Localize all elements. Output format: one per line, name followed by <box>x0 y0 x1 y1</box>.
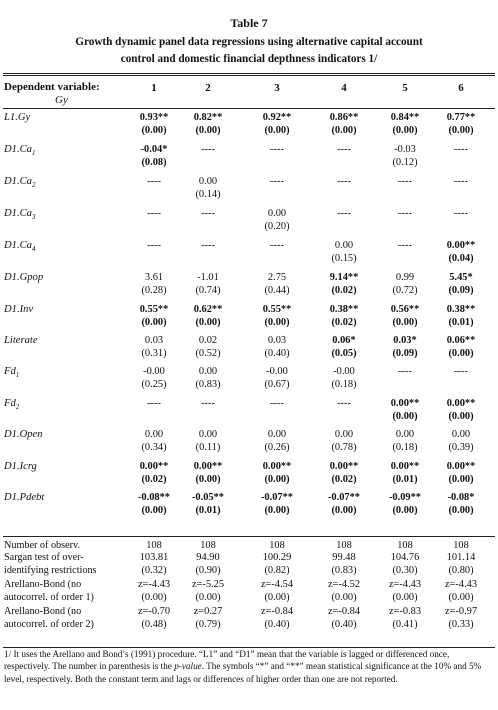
p-value-cell: (0.00) <box>392 125 418 136</box>
p-value-cell: (0.00) <box>264 505 290 516</box>
coefficient-cell: ---- <box>201 240 215 251</box>
stat-value: z=-4.43 <box>137 579 171 590</box>
p-value-cell: (0.15) <box>331 253 357 264</box>
footnote-part-2: . The symbols “*” and “**” mean statistical significance at the 10% and 5% level, respectively. Both the constant term and lags or differences of higher order than one are not reported. <box>4 661 482 684</box>
stat-value: z=-0.84 <box>327 606 361 617</box>
table-subtitle-line-2: control and domestic financial depthness indicators 1/ <box>120 53 378 65</box>
row-label: D1.Open <box>4 429 43 440</box>
coefficient-cell: 0.03 <box>267 335 287 346</box>
p-value-cell: (0.00) <box>448 348 474 359</box>
p-value-cell: (0.00) <box>392 317 418 328</box>
coefficient-cell: ---- <box>398 240 412 251</box>
coefficient-cell: ---- <box>270 398 284 409</box>
coefficient-cell: ---- <box>398 366 412 377</box>
row-label: $D1.Ca_2$ <box>4 176 36 190</box>
column-header-1: 1 <box>151 82 157 94</box>
p-value-cell: (0.40) <box>264 348 290 359</box>
coefficient-cell: 0.92** <box>262 112 292 123</box>
stat-value: z=-4.43 <box>388 579 422 590</box>
stat-label: autocorrel. of order 1) <box>4 592 94 603</box>
table-subtitle-line-1: Growth dynamic panel data regressions using alternative capital account <box>75 36 423 48</box>
row-label: L1.Gy <box>4 112 31 123</box>
p-value-cell: (0.08) <box>141 157 167 168</box>
coefficient-cell: ---- <box>147 176 161 187</box>
coefficient-cell: ---- <box>398 176 412 187</box>
p-value-cell: (0.00) <box>448 505 474 516</box>
top-rule-1 <box>3 73 495 74</box>
coefficient-cell: ---- <box>337 144 351 155</box>
stat-p-value: (0.00) <box>331 592 357 603</box>
stat-p-value: (0.00) <box>141 592 167 603</box>
p-value-cell: (0.00) <box>195 125 221 136</box>
table-title: Table 7 <box>230 16 268 30</box>
coefficient-cell: ---- <box>337 208 351 219</box>
coefficient-cell: 0.00** <box>446 398 476 409</box>
coefficient-cell: 0.38** <box>446 304 476 315</box>
stat-value: z=-0.83 <box>388 606 422 617</box>
coefficient-cell: -0.07** <box>260 492 294 503</box>
coefficient-cell: ---- <box>454 366 468 377</box>
coefficient-cell: 2.75 <box>267 272 287 283</box>
p-value-cell: (0.00) <box>264 474 290 485</box>
p-value-cell: (0.00) <box>195 474 221 485</box>
p-value-cell: (0.25) <box>141 379 167 390</box>
coefficient-cell: 0.00 <box>198 429 218 440</box>
coefficient-cell: 0.00** <box>390 398 420 409</box>
p-value-cell: (0.26) <box>264 442 290 453</box>
p-value-cell: (0.02) <box>331 285 357 296</box>
coefficient-cell: ---- <box>398 208 412 219</box>
p-value-cell: (0.00) <box>448 474 474 485</box>
p-value-cell: (0.00) <box>448 125 474 136</box>
coefficient-cell: ---- <box>454 144 468 155</box>
p-value-cell: (0.14) <box>195 189 221 200</box>
coefficient-cell: 9.14** <box>329 272 359 283</box>
footnote-p-value: p-value <box>174 661 202 672</box>
coefficient-cell: 0.00 <box>395 429 415 440</box>
stat-value: 108 <box>146 540 162 551</box>
stat-p-value: (0.83) <box>331 565 357 576</box>
p-value-cell: (0.44) <box>264 285 290 296</box>
stat-p-value: (0.00) <box>392 592 418 603</box>
coefficient-cell: ---- <box>337 398 351 409</box>
coefficient-cell: 0.02 <box>198 335 218 346</box>
coefficient-cell: 0.84** <box>390 112 420 123</box>
coefficient-cell: ---- <box>337 176 351 187</box>
coefficient-cell: 0.00** <box>390 461 420 472</box>
p-value-cell: (0.00) <box>141 125 167 136</box>
row-label: $Fd_1$ <box>4 366 20 380</box>
p-value-cell: (0.67) <box>264 379 290 390</box>
coefficient-cell: -0.00 <box>333 366 355 377</box>
p-value-cell: (0.09) <box>448 285 474 296</box>
p-value-cell: (0.01) <box>195 505 221 516</box>
p-value-cell: (0.09) <box>392 348 418 359</box>
p-value-cell: (0.00) <box>264 125 290 136</box>
p-value-cell: (0.00) <box>331 505 357 516</box>
row-label: D1.Pdebt <box>4 492 45 503</box>
stat-p-value: (0.90) <box>195 565 221 576</box>
stat-p-value: (0.00) <box>264 592 290 603</box>
stat-value: z=0.27 <box>193 606 223 617</box>
stat-value: 108 <box>200 540 216 551</box>
stat-label: Arellano-Bond (no <box>4 606 82 617</box>
coefficient-cell: -1.01 <box>197 272 219 283</box>
column-header-6: 6 <box>458 82 464 94</box>
p-value-cell: (0.18) <box>331 379 357 390</box>
coefficient-cell: ---- <box>201 208 215 219</box>
row-label: $D1.Ca_4$ <box>4 240 36 254</box>
coefficient-cell: 0.06** <box>446 335 476 346</box>
stat-p-value: (0.32) <box>141 565 167 576</box>
coefficient-cell: -0.04* <box>140 144 168 155</box>
stat-p-value: (0.00) <box>195 592 221 603</box>
p-value-cell: (0.39) <box>448 442 474 453</box>
coefficient-cell: 0.00** <box>262 461 292 472</box>
row-label: $D1.Ca_3$ <box>4 208 36 222</box>
coefficient-cell: 0.56** <box>390 304 420 315</box>
stat-value: 103.81 <box>139 552 169 563</box>
top-rule-2 <box>3 75 495 76</box>
p-value-cell: (0.00) <box>195 317 221 328</box>
coefficient-cell: 0.77** <box>446 112 476 123</box>
coefficient-cell: -0.07** <box>327 492 361 503</box>
stat-p-value: (0.41) <box>392 619 418 630</box>
coefficient-cell: 0.00 <box>198 366 218 377</box>
stat-value: 108 <box>336 540 352 551</box>
stat-label: Sargan test of over- <box>4 552 84 563</box>
coefficient-cell: -0.03 <box>394 144 416 155</box>
stat-p-value: (0.82) <box>264 565 290 576</box>
p-value-cell: (0.00) <box>264 317 290 328</box>
stat-value: 108 <box>269 540 285 551</box>
stat-p-value: (0.40) <box>264 619 290 630</box>
p-value-cell: (0.11) <box>195 442 221 453</box>
p-value-cell: (0.00) <box>392 411 418 422</box>
coefficient-cell: 0.55** <box>262 304 292 315</box>
stat-p-value: (0.80) <box>448 565 474 576</box>
p-value-cell: (0.78) <box>331 442 357 453</box>
row-label: $Fd_2$ <box>4 398 20 412</box>
coefficient-cell: 0.38** <box>329 304 359 315</box>
coefficient-cell: 0.06* <box>332 335 356 346</box>
coefficient-cell: ---- <box>201 144 215 155</box>
coefficient-cell: -0.09** <box>388 492 422 503</box>
column-header-4: 4 <box>341 82 347 94</box>
coefficient-cell: 0.00** <box>139 461 169 472</box>
coefficient-cell: 0.00 <box>334 429 354 440</box>
coefficient-cell: -0.00 <box>143 366 165 377</box>
coefficient-cell: 0.00 <box>267 208 287 219</box>
p-value-cell: (0.00) <box>331 125 357 136</box>
coefficient-cell: -0.08** <box>137 492 171 503</box>
footnote-part-1: 1/ It uses the Arellano and Bond’s (1991) procedure. “L1” and “D1” mean that the variable is lagged or differenced once, respectively. The number in parenthesis is the <box>4 649 450 672</box>
p-value-cell: (0.02) <box>141 474 167 485</box>
stat-value: z=-0.70 <box>137 606 171 617</box>
p-value-cell: (0.72) <box>392 285 418 296</box>
p-value-cell: (0.52) <box>195 348 221 359</box>
coefficient-cell: 0.00 <box>334 240 354 251</box>
coefficient-cell: 0.55** <box>139 304 169 315</box>
coefficient-cell: 0.00 <box>144 429 164 440</box>
coefficient-cell: ---- <box>454 208 468 219</box>
stat-value: 100.29 <box>262 552 292 563</box>
dependent-variable-name: Gy <box>55 94 68 106</box>
stat-value: 101.14 <box>446 552 476 563</box>
stat-value: z=-4.52 <box>327 579 361 590</box>
coefficient-cell: 0.86** <box>329 112 359 123</box>
coefficient-cell: 0.62** <box>193 304 223 315</box>
stats-rule <box>3 536 495 537</box>
p-value-cell: (0.00) <box>141 317 167 328</box>
stat-value: 108 <box>453 540 469 551</box>
row-label: D1.Icrg <box>4 461 37 472</box>
stat-p-value: (0.48) <box>141 619 167 630</box>
stat-value: 108 <box>397 540 413 551</box>
stat-p-value: (0.79) <box>195 619 221 630</box>
coefficient-cell: -0.05** <box>191 492 225 503</box>
coefficient-cell: 0.82** <box>193 112 223 123</box>
stat-value: z=-0.97 <box>444 606 478 617</box>
column-header-2: 2 <box>205 82 211 94</box>
p-value-cell: (0.00) <box>392 505 418 516</box>
coefficient-cell: 0.00** <box>329 461 359 472</box>
stat-value: z=-4.54 <box>260 579 294 590</box>
header-rule <box>3 108 495 109</box>
coefficient-cell: ---- <box>147 208 161 219</box>
coefficient-cell: 0.00 <box>267 429 287 440</box>
stat-p-value: (0.40) <box>331 619 357 630</box>
coefficient-cell: 0.00** <box>193 461 223 472</box>
coefficient-cell: ---- <box>454 176 468 187</box>
stat-value: z=-0.84 <box>260 606 294 617</box>
coefficient-cell: 0.00 <box>451 429 471 440</box>
p-value-cell: (0.18) <box>392 442 418 453</box>
p-value-cell: (0.31) <box>141 348 167 359</box>
footnote <box>4 648 494 685</box>
p-value-cell: (0.00) <box>141 505 167 516</box>
stat-value: z=-4.43 <box>444 579 478 590</box>
coefficient-cell: ---- <box>201 398 215 409</box>
p-value-cell: (0.20) <box>264 221 290 232</box>
stat-p-value: (0.30) <box>392 565 418 576</box>
coefficient-cell: 0.03 <box>144 335 164 346</box>
row-label: D1.Inv <box>4 304 34 315</box>
row-label: D1.Gpop <box>4 272 44 283</box>
coefficient-cell: 0.93** <box>139 112 169 123</box>
p-value-cell: (0.12) <box>392 157 418 168</box>
stat-label: Number of observ. <box>4 540 81 551</box>
coefficient-cell: 0.99 <box>395 272 415 283</box>
stat-value: 99.48 <box>332 552 356 563</box>
p-value-cell: (0.02) <box>331 317 357 328</box>
stat-label: identifying restrictions <box>4 565 97 576</box>
p-value-cell: (0.04) <box>448 253 474 264</box>
p-value-cell: (0.01) <box>448 317 474 328</box>
coefficient-cell: ---- <box>270 144 284 155</box>
column-header-3: 3 <box>274 82 280 94</box>
column-header-5: 5 <box>402 82 408 94</box>
p-value-cell: (0.34) <box>141 442 167 453</box>
coefficient-cell: ---- <box>147 398 161 409</box>
p-value-cell: (0.74) <box>195 285 221 296</box>
coefficient-cell: 3.61 <box>144 272 164 283</box>
stat-value: 104.76 <box>390 552 420 563</box>
coefficient-cell: ---- <box>147 240 161 251</box>
dependent-variable-label: Dependent variable: <box>4 81 100 93</box>
coefficient-cell: 0.00 <box>198 176 218 187</box>
coefficient-cell: 0.00** <box>446 461 476 472</box>
coefficient-cell: 5.45* <box>449 272 473 283</box>
p-value-cell: (0.01) <box>392 474 418 485</box>
stat-p-value: (0.33) <box>448 619 474 630</box>
coefficient-cell: 0.00** <box>446 240 476 251</box>
stat-label: autocorrel. of order 2) <box>4 619 94 630</box>
coefficient-cell: ---- <box>270 240 284 251</box>
stat-p-value: (0.00) <box>448 592 474 603</box>
stat-value: 94.90 <box>196 552 220 563</box>
p-value-cell: (0.83) <box>195 379 221 390</box>
p-value-cell: (0.28) <box>141 285 167 296</box>
p-value-cell: (0.05) <box>331 348 357 359</box>
stat-label: Arellano-Bond (no <box>4 579 82 590</box>
row-label: Literate <box>4 335 38 346</box>
coefficient-cell: -0.00 <box>266 366 288 377</box>
row-label: $D1.Ca_1$ <box>4 144 36 158</box>
stat-value: z=-5.25 <box>191 579 225 590</box>
coefficient-cell: 0.03* <box>393 335 417 346</box>
p-value-cell: (0.02) <box>331 474 357 485</box>
coefficient-cell: -0.08* <box>447 492 475 503</box>
coefficient-cell: ---- <box>270 176 284 187</box>
p-value-cell: (0.00) <box>448 411 474 422</box>
